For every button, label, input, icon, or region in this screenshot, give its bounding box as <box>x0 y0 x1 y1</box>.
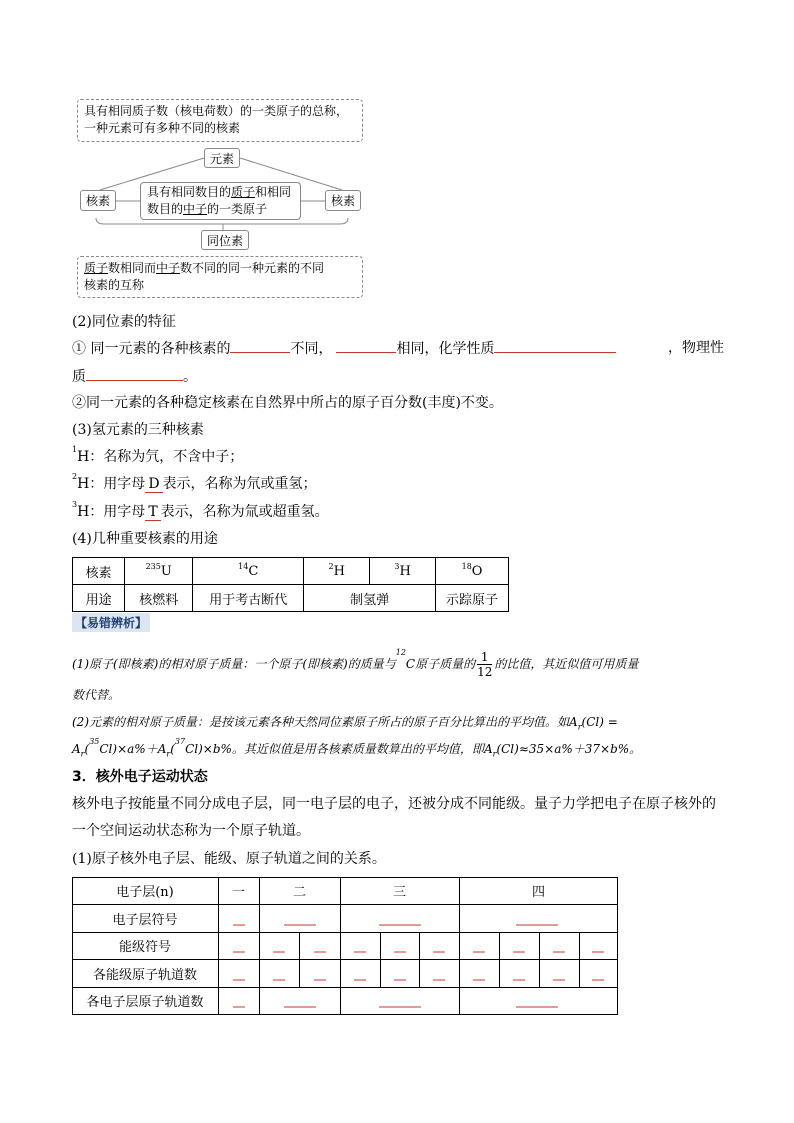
errors-p2: (2)元素的相对原子质量：是按该元素各种天然同位素原子所占的原子百分比算出的平均值。如$A_r(Cl)$ = <box>72 715 618 732</box>
table-cell: 制氢弹 <box>304 585 436 612</box>
errors-p1: (1)原子(即核素)的相对原子质量：一个原子(即核素)的质量与$^{12}$C原子质量的 $\frac{1}{12}$ 的比值，其近似值可用质量 <box>72 648 639 679</box>
isotope-definition-line2: 核素的互称 <box>84 278 145 292</box>
nuclide-definition-box <box>140 182 301 220</box>
isotope-definition-box <box>77 256 363 298</box>
core-heading: 3．核外电子运动状态 <box>72 769 208 785</box>
blank-1[interactable] <box>230 338 290 353</box>
table-cell: 用途 <box>73 585 125 612</box>
element-definition-line1: 具有相同质子数（核电荷数）的一类原子的总称， <box>84 104 349 118</box>
hydrogen-protium-line: $^1$H：名称为氕，不含中子； <box>72 445 244 465</box>
section2-heading: (2)同位素的特征 <box>72 314 176 330</box>
table-cell: 核素 <box>73 558 125 585</box>
deuterium-letter: D <box>145 476 162 493</box>
section2-item1: ① 同一元素的各种核素的 不同， 相同，化学性质 ，物理性 <box>72 340 724 357</box>
errors-p2-cont: $A_r(^{35}Cl)\times a\%+A_r(^{37}Cl)\times b\%$。其近似值是用各核素质量数算出的平均值，即$A_r(Cl)\approx 35\times a\%+37\times b\%$。 <box>72 737 642 759</box>
hydrogen-deuterium-line: $^2$H：用字母 D 表示，名称为氘或重氢； <box>72 472 317 492</box>
isotope-label: 同位素 <box>201 230 249 250</box>
core-subheading: (1)原子核外电子层、能级、原子轨道之间的关系。 <box>72 851 386 867</box>
table-cell: $^{235}$U <box>125 558 193 585</box>
section4-heading: (4)几种重要核素的用途 <box>72 531 218 547</box>
blank-3[interactable] <box>494 338 616 353</box>
tritium-letter: T <box>145 504 160 521</box>
table-cell: 核燃料 <box>125 585 193 612</box>
table-cell: 示踪原子 <box>436 585 509 612</box>
row-label-sublevel-orbitals: 各能级原子轨道数 <box>92 968 197 983</box>
nuclide-left-label: 核素 <box>80 190 116 211</box>
shell-header-2: 二 <box>292 885 306 900</box>
errors-p1-cont: 数代替。 <box>72 688 121 702</box>
isotope-definition-line1: 质子数相同而中子数不同的同一种元素的不同 <box>84 261 325 275</box>
hydrogen-tritium-line: $^3$H：用字母 T 表示，名称为氚或超重氢。 <box>72 500 329 520</box>
core-para-line2: 一个空间运动状态称为一个原子轨道。 <box>72 823 310 839</box>
shell-header-4: 四 <box>531 885 545 900</box>
row-label-shell-symbol: 电子层符号 <box>112 913 178 928</box>
shell-header-3: 三 <box>392 885 406 900</box>
section3-heading: (3)氢元素的三种核素 <box>72 422 204 438</box>
nuclide-right-label: 核素 <box>325 190 361 211</box>
section2-item1-cont: 质 。 <box>72 366 197 387</box>
row-label-shell-n: 电子层(n) <box>116 885 174 900</box>
blank-4[interactable] <box>86 366 183 381</box>
row-label-shell-orbitals: 各电子层原子轨道数 <box>86 995 204 1010</box>
table-cell: $^3$H <box>370 558 436 585</box>
common-errors-tag: 【易错辨析】 <box>72 613 150 632</box>
table-cell: $^{18}$O <box>436 558 509 585</box>
core-para-line1: 核外电子按能量不同分成电子层，同一电子层的电子，还被分成不同能级。量子力学把电子在原子核外的 <box>72 796 716 812</box>
table-cell: $^2$H <box>304 558 370 585</box>
element-label: 元素 <box>204 148 240 168</box>
shell-header-1: 一 <box>231 885 245 900</box>
shell-table-wrap <box>72 877 618 1015</box>
nuclide-definition-line1: 具有相同数目的质子和相同 <box>147 185 292 199</box>
nuclide-uses-table <box>72 557 509 612</box>
blank-2[interactable] <box>336 338 396 353</box>
row-label-sublevel-symbol: 能级符号 <box>118 940 171 955</box>
section2-item2: ②同一元素的各种稳定核素在自然界中所占的原子百分数(丰度)不变。 <box>72 395 503 411</box>
table-cell: 用于考古断代 <box>193 585 304 612</box>
nuclide-definition-line2: 数目的中子的一类原子 <box>147 202 268 216</box>
element-definition-line2: 一种元素可有多种不同的核素 <box>84 121 241 135</box>
table-cell: $^{14}$C <box>193 558 304 585</box>
fraction-1-12: $\frac{1}{12}$ <box>477 650 493 679</box>
